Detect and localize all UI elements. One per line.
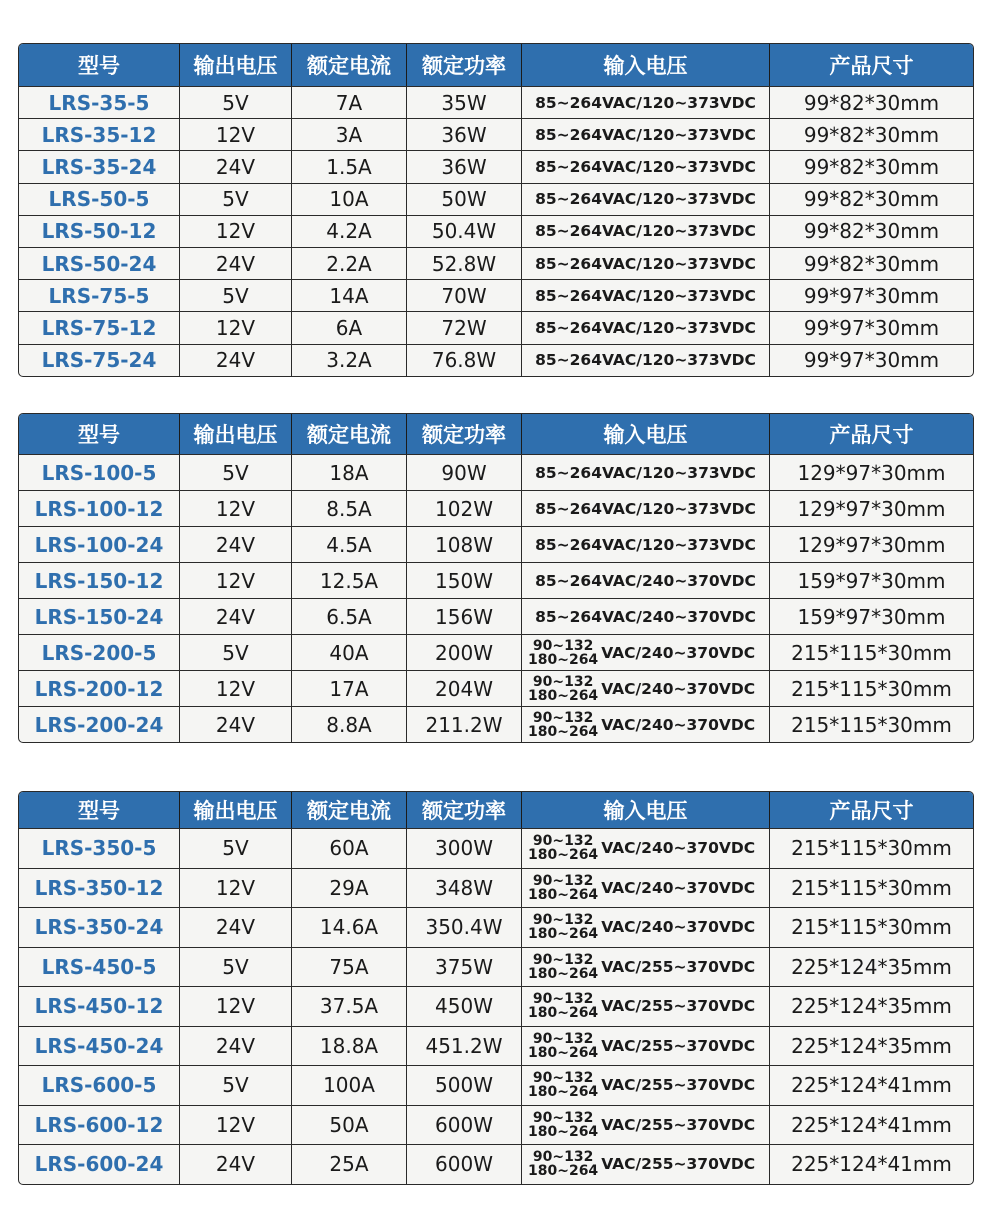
model-cell: LRS-50-5 bbox=[48, 187, 150, 212]
header-cell: 额定功率 bbox=[406, 414, 521, 454]
input-voltage-cell bbox=[521, 1027, 769, 1066]
input-voltage-cell: 85~264VAC/120~373VDC bbox=[521, 455, 769, 490]
model-cell: LRS-75-24 bbox=[41, 348, 157, 373]
product-size-cell: 129*97*30mm bbox=[769, 491, 973, 526]
model-cell: LRS-75-5 bbox=[48, 283, 150, 308]
input-voltage-cell: 85~264VAC/120~373VDC bbox=[521, 216, 769, 247]
rated-power-cell: 102W bbox=[406, 491, 521, 526]
rated-current-cell: 29A bbox=[291, 869, 406, 908]
product-size-cell: 159*97*30mm bbox=[769, 563, 973, 598]
table-row bbox=[19, 454, 973, 490]
output-voltage-cell: 24V bbox=[179, 1145, 291, 1184]
model-cell: LRS-350-12 bbox=[34, 875, 164, 900]
model-cell: LRS-100-5 bbox=[41, 460, 157, 485]
input-ac-range-bottom: 180~264 bbox=[528, 1005, 599, 1022]
header-cell: 型号 bbox=[78, 423, 120, 447]
model-cell: LRS-350-5 bbox=[41, 836, 157, 861]
input-range-stack bbox=[528, 1032, 598, 1060]
header-cell: 额定功率 bbox=[406, 44, 521, 86]
rated-power-cell: 600W bbox=[406, 1145, 521, 1184]
output-voltage-cell: 24V bbox=[179, 248, 291, 279]
rated-current-cell: 40A bbox=[291, 635, 406, 670]
table-row bbox=[19, 311, 973, 343]
model-cell: LRS-35-5 bbox=[48, 90, 150, 115]
table-row bbox=[19, 1105, 973, 1145]
header-cell: 额定功率 bbox=[406, 792, 521, 828]
input-voltage-cell: 85~264VAC/120~373VDC bbox=[521, 345, 769, 376]
product-size-cell: 215*115*30mm bbox=[769, 671, 973, 706]
input-ac-range-bottom: 180~264 bbox=[528, 1084, 599, 1101]
rated-current-cell: 8.5A bbox=[291, 491, 406, 526]
rated-current-cell: 60A bbox=[291, 829, 406, 868]
input-range-stack bbox=[528, 1071, 598, 1099]
header-cell: 型号 bbox=[78, 799, 120, 823]
input-voltage-suffix: VAC/255~370VDC bbox=[601, 1036, 756, 1055]
input-voltage-suffix: VAC/240~370VDC bbox=[601, 679, 756, 698]
rated-power-cell: 156W bbox=[406, 599, 521, 634]
input-ac-range-top: 90~132 bbox=[532, 709, 594, 726]
input-voltage-cell: 85~264VAC/120~373VDC bbox=[521, 527, 769, 562]
input-voltage-suffix: VAC/255~370VDC bbox=[601, 957, 756, 976]
input-range-stack bbox=[528, 639, 598, 667]
header-cell: 额定电流 bbox=[291, 792, 406, 828]
rated-current-cell: 4.5A bbox=[291, 527, 406, 562]
input-ac-range-top: 90~132 bbox=[532, 1070, 594, 1087]
rated-current-cell: 17A bbox=[291, 671, 406, 706]
input-ac-range-bottom: 180~264 bbox=[528, 651, 599, 668]
product-size-cell: 99*82*30mm bbox=[769, 184, 973, 215]
spec-table bbox=[18, 791, 974, 1185]
rated-power-cell: 50.4W bbox=[406, 216, 521, 247]
input-voltage-cell bbox=[521, 635, 769, 670]
input-voltage-cell: 85~264VAC/120~373VDC bbox=[521, 312, 769, 343]
model-cell: LRS-200-5 bbox=[41, 640, 157, 665]
rated-power-cell: 450W bbox=[406, 987, 521, 1026]
input-voltage-cell bbox=[521, 908, 769, 947]
header-cell: 产品尺寸 bbox=[769, 44, 973, 86]
input-voltage-suffix: VAC/240~370VDC bbox=[601, 839, 756, 858]
input-range-stack bbox=[528, 992, 598, 1020]
product-size-cell: 225*124*35mm bbox=[769, 1027, 973, 1066]
input-ac-range-bottom: 180~264 bbox=[528, 847, 599, 864]
model-cell: LRS-100-24 bbox=[34, 532, 164, 557]
output-voltage-cell: 12V bbox=[179, 671, 291, 706]
output-voltage-cell: 5V bbox=[179, 280, 291, 311]
rated-power-cell: 451.2W bbox=[406, 1027, 521, 1066]
input-ac-range-top: 90~132 bbox=[532, 673, 594, 690]
table-row bbox=[19, 670, 973, 706]
input-voltage-cell: 85~264VAC/120~373VDC bbox=[521, 248, 769, 279]
product-size-cell: 99*97*30mm bbox=[769, 280, 973, 311]
input-ac-range-top: 90~132 bbox=[532, 1149, 594, 1166]
header-cell: 输出电压 bbox=[179, 44, 291, 86]
output-voltage-cell: 24V bbox=[179, 345, 291, 376]
rated-current-cell: 50A bbox=[291, 1106, 406, 1145]
model-cell: LRS-50-24 bbox=[41, 251, 157, 276]
table-row bbox=[19, 150, 973, 182]
table-row bbox=[19, 490, 973, 526]
table-row bbox=[19, 1026, 973, 1066]
rated-current-cell: 25A bbox=[291, 1145, 406, 1184]
input-ac-range-top: 90~132 bbox=[532, 1109, 594, 1126]
input-voltage-suffix: VAC/240~370VDC bbox=[601, 878, 756, 897]
input-range-stack bbox=[528, 953, 598, 981]
input-voltage-cell: 85~264VAC/120~373VDC bbox=[521, 491, 769, 526]
input-voltage-cell: 85~264VAC/120~373VDC bbox=[521, 280, 769, 311]
rated-power-cell: 500W bbox=[406, 1066, 521, 1105]
header-cell: 额定电流 bbox=[291, 414, 406, 454]
table-row bbox=[19, 947, 973, 987]
input-voltage-cell: 85~264VAC/240~370VDC bbox=[521, 599, 769, 634]
output-voltage-cell: 5V bbox=[179, 455, 291, 490]
rated-current-cell: 37.5A bbox=[291, 987, 406, 1026]
product-size-cell: 129*97*30mm bbox=[769, 527, 973, 562]
model-cell: LRS-200-12 bbox=[34, 676, 164, 701]
input-voltage-suffix: VAC/255~370VDC bbox=[601, 997, 756, 1016]
output-voltage-cell: 12V bbox=[179, 987, 291, 1026]
input-ac-range-top: 90~132 bbox=[532, 912, 594, 929]
rated-power-cell: 72W bbox=[406, 312, 521, 343]
rated-current-cell: 2.2A bbox=[291, 248, 406, 279]
model-cell: LRS-450-24 bbox=[34, 1033, 164, 1058]
input-ac-range-top: 90~132 bbox=[532, 833, 594, 850]
input-range-stack bbox=[528, 834, 598, 862]
product-size-cell: 225*124*41mm bbox=[769, 1145, 973, 1184]
rated-power-cell: 200W bbox=[406, 635, 521, 670]
model-cell: LRS-75-12 bbox=[41, 315, 157, 340]
product-size-cell: 99*82*30mm bbox=[769, 151, 973, 182]
input-range-stack bbox=[528, 1111, 598, 1139]
header-cell: 输入电压 bbox=[521, 414, 769, 454]
rated-current-cell: 14.6A bbox=[291, 908, 406, 947]
input-ac-range-top: 90~132 bbox=[532, 951, 594, 968]
input-range-stack bbox=[528, 1150, 598, 1178]
output-voltage-cell: 5V bbox=[179, 1066, 291, 1105]
rated-power-cell: 108W bbox=[406, 527, 521, 562]
input-ac-range-top: 90~132 bbox=[532, 1030, 594, 1047]
rated-power-cell: 204W bbox=[406, 671, 521, 706]
table-row bbox=[19, 1065, 973, 1105]
rated-current-cell: 6.5A bbox=[291, 599, 406, 634]
input-voltage-cell bbox=[521, 671, 769, 706]
input-voltage-cell: 85~264VAC/120~373VDC bbox=[521, 87, 769, 118]
table-row bbox=[19, 1144, 973, 1184]
input-ac-range-bottom: 180~264 bbox=[528, 1123, 599, 1140]
rated-current-cell: 18.8A bbox=[291, 1027, 406, 1066]
table-row bbox=[19, 118, 973, 150]
product-size-cell: 99*82*30mm bbox=[769, 119, 973, 150]
product-size-cell: 215*115*30mm bbox=[769, 869, 973, 908]
product-size-cell: 159*97*30mm bbox=[769, 599, 973, 634]
rated-current-cell: 3A bbox=[291, 119, 406, 150]
rated-current-cell: 10A bbox=[291, 184, 406, 215]
spec-table bbox=[18, 413, 974, 743]
product-size-cell: 99*97*30mm bbox=[769, 312, 973, 343]
table-row bbox=[19, 562, 973, 598]
table-row bbox=[19, 183, 973, 215]
model-cell: LRS-450-12 bbox=[34, 994, 164, 1019]
rated-power-cell: 600W bbox=[406, 1106, 521, 1145]
table-row bbox=[19, 634, 973, 670]
model-cell: LRS-600-12 bbox=[34, 1112, 164, 1137]
product-size-cell: 215*115*30mm bbox=[769, 707, 973, 742]
input-voltage-suffix: VAC/255~370VDC bbox=[601, 1076, 756, 1095]
input-voltage-suffix: VAC/240~370VDC bbox=[601, 715, 756, 734]
table-header bbox=[19, 414, 973, 454]
input-voltage-cell bbox=[521, 1106, 769, 1145]
model-cell: LRS-150-24 bbox=[34, 604, 164, 629]
header-cell: 输出电压 bbox=[179, 792, 291, 828]
table-row bbox=[19, 279, 973, 311]
product-size-cell: 129*97*30mm bbox=[769, 455, 973, 490]
table-row bbox=[19, 526, 973, 562]
input-voltage-cell bbox=[521, 948, 769, 987]
rated-power-cell: 36W bbox=[406, 119, 521, 150]
rated-power-cell: 150W bbox=[406, 563, 521, 598]
input-range-stack bbox=[528, 913, 598, 941]
output-voltage-cell: 24V bbox=[179, 908, 291, 947]
input-ac-range-bottom: 180~264 bbox=[528, 965, 599, 982]
rated-current-cell: 18A bbox=[291, 455, 406, 490]
input-voltage-cell bbox=[521, 869, 769, 908]
input-voltage-cell bbox=[521, 1066, 769, 1105]
input-ac-range-bottom: 180~264 bbox=[528, 886, 599, 903]
input-ac-range-top: 90~132 bbox=[532, 637, 594, 654]
rated-current-cell: 14A bbox=[291, 280, 406, 311]
model-cell: LRS-600-5 bbox=[41, 1073, 157, 1098]
header-cell: 输出电压 bbox=[179, 414, 291, 454]
rated-current-cell: 1.5A bbox=[291, 151, 406, 182]
header-cell: 输入电压 bbox=[521, 44, 769, 86]
input-voltage-suffix: VAC/255~370VDC bbox=[601, 1115, 756, 1134]
header-cell: 产品尺寸 bbox=[769, 792, 973, 828]
output-voltage-cell: 24V bbox=[179, 527, 291, 562]
rated-current-cell: 3.2A bbox=[291, 345, 406, 376]
table-row bbox=[19, 986, 973, 1026]
product-size-cell: 215*115*30mm bbox=[769, 829, 973, 868]
table-row bbox=[19, 907, 973, 947]
rated-current-cell: 6A bbox=[291, 312, 406, 343]
input-ac-range-bottom: 180~264 bbox=[528, 723, 599, 740]
model-cell: LRS-100-12 bbox=[34, 496, 164, 521]
table-row bbox=[19, 706, 973, 742]
input-ac-range-bottom: 180~264 bbox=[528, 1044, 599, 1061]
input-range-stack bbox=[528, 711, 598, 739]
table-header bbox=[19, 44, 973, 86]
product-size-cell: 225*124*35mm bbox=[769, 948, 973, 987]
input-voltage-suffix: VAC/240~370VDC bbox=[601, 918, 756, 937]
rated-current-cell: 7A bbox=[291, 87, 406, 118]
input-ac-range-bottom: 180~264 bbox=[528, 687, 599, 704]
rated-current-cell: 4.2A bbox=[291, 216, 406, 247]
rated-power-cell: 300W bbox=[406, 829, 521, 868]
rated-power-cell: 36W bbox=[406, 151, 521, 182]
table-row bbox=[19, 868, 973, 908]
output-voltage-cell: 12V bbox=[179, 119, 291, 150]
rated-power-cell: 50W bbox=[406, 184, 521, 215]
input-voltage-cell: 85~264VAC/120~373VDC bbox=[521, 151, 769, 182]
rated-current-cell: 75A bbox=[291, 948, 406, 987]
model-cell: LRS-200-24 bbox=[34, 712, 164, 737]
output-voltage-cell: 12V bbox=[179, 563, 291, 598]
input-voltage-cell: 85~264VAC/240~370VDC bbox=[521, 563, 769, 598]
output-voltage-cell: 12V bbox=[179, 491, 291, 526]
product-size-cell: 99*82*30mm bbox=[769, 87, 973, 118]
model-cell: LRS-35-24 bbox=[41, 154, 157, 179]
table-row bbox=[19, 828, 973, 868]
input-voltage-suffix: VAC/255~370VDC bbox=[601, 1155, 756, 1174]
output-voltage-cell: 5V bbox=[179, 184, 291, 215]
input-voltage-suffix: VAC/240~370VDC bbox=[601, 643, 756, 662]
product-size-cell: 99*97*30mm bbox=[769, 345, 973, 376]
input-range-stack bbox=[528, 675, 598, 703]
rated-current-cell: 8.8A bbox=[291, 707, 406, 742]
table-row bbox=[19, 344, 973, 376]
header-cell: 产品尺寸 bbox=[769, 414, 973, 454]
output-voltage-cell: 12V bbox=[179, 1106, 291, 1145]
rated-current-cell: 100A bbox=[291, 1066, 406, 1105]
product-size-cell: 215*115*30mm bbox=[769, 908, 973, 947]
output-voltage-cell: 5V bbox=[179, 635, 291, 670]
input-ac-range-bottom: 180~264 bbox=[528, 926, 599, 943]
input-range-stack bbox=[528, 874, 598, 902]
input-voltage-cell bbox=[521, 707, 769, 742]
model-cell: LRS-50-12 bbox=[41, 219, 157, 244]
output-voltage-cell: 24V bbox=[179, 151, 291, 182]
model-cell: LRS-600-24 bbox=[34, 1152, 164, 1177]
table-header bbox=[19, 792, 973, 828]
rated-power-cell: 211.2W bbox=[406, 707, 521, 742]
rated-current-cell: 12.5A bbox=[291, 563, 406, 598]
header-cell: 型号 bbox=[78, 54, 120, 78]
model-cell: LRS-450-5 bbox=[41, 954, 157, 979]
spec-table bbox=[18, 43, 974, 377]
rated-power-cell: 70W bbox=[406, 280, 521, 311]
output-voltage-cell: 5V bbox=[179, 948, 291, 987]
input-ac-range-top: 90~132 bbox=[532, 991, 594, 1008]
product-size-cell: 225*124*41mm bbox=[769, 1066, 973, 1105]
rated-power-cell: 52.8W bbox=[406, 248, 521, 279]
product-size-cell: 225*124*35mm bbox=[769, 987, 973, 1026]
header-cell: 输入电压 bbox=[521, 792, 769, 828]
product-size-cell: 99*82*30mm bbox=[769, 248, 973, 279]
model-cell: LRS-150-12 bbox=[34, 568, 164, 593]
product-size-cell: 225*124*41mm bbox=[769, 1106, 973, 1145]
output-voltage-cell: 24V bbox=[179, 599, 291, 634]
rated-power-cell: 90W bbox=[406, 455, 521, 490]
rated-power-cell: 76.8W bbox=[406, 345, 521, 376]
header-cell: 额定电流 bbox=[291, 44, 406, 86]
table-row bbox=[19, 598, 973, 634]
rated-power-cell: 35W bbox=[406, 87, 521, 118]
table-row bbox=[19, 86, 973, 118]
model-cell: LRS-35-12 bbox=[41, 122, 157, 147]
output-voltage-cell: 24V bbox=[179, 707, 291, 742]
input-voltage-cell bbox=[521, 987, 769, 1026]
input-ac-range-bottom: 180~264 bbox=[528, 1163, 599, 1180]
model-cell: LRS-350-24 bbox=[34, 915, 164, 940]
product-size-cell: 215*115*30mm bbox=[769, 635, 973, 670]
output-voltage-cell: 5V bbox=[179, 829, 291, 868]
table-row bbox=[19, 215, 973, 247]
output-voltage-cell: 5V bbox=[179, 87, 291, 118]
output-voltage-cell: 24V bbox=[179, 1027, 291, 1066]
rated-power-cell: 375W bbox=[406, 948, 521, 987]
input-voltage-cell: 85~264VAC/120~373VDC bbox=[521, 184, 769, 215]
input-voltage-cell bbox=[521, 829, 769, 868]
table-row bbox=[19, 247, 973, 279]
output-voltage-cell: 12V bbox=[179, 216, 291, 247]
rated-power-cell: 348W bbox=[406, 869, 521, 908]
input-voltage-cell: 85~264VAC/120~373VDC bbox=[521, 119, 769, 150]
rated-power-cell: 350.4W bbox=[406, 908, 521, 947]
output-voltage-cell: 12V bbox=[179, 312, 291, 343]
input-voltage-cell bbox=[521, 1145, 769, 1184]
input-ac-range-top: 90~132 bbox=[532, 872, 594, 889]
output-voltage-cell: 12V bbox=[179, 869, 291, 908]
product-size-cell: 99*82*30mm bbox=[769, 216, 973, 247]
